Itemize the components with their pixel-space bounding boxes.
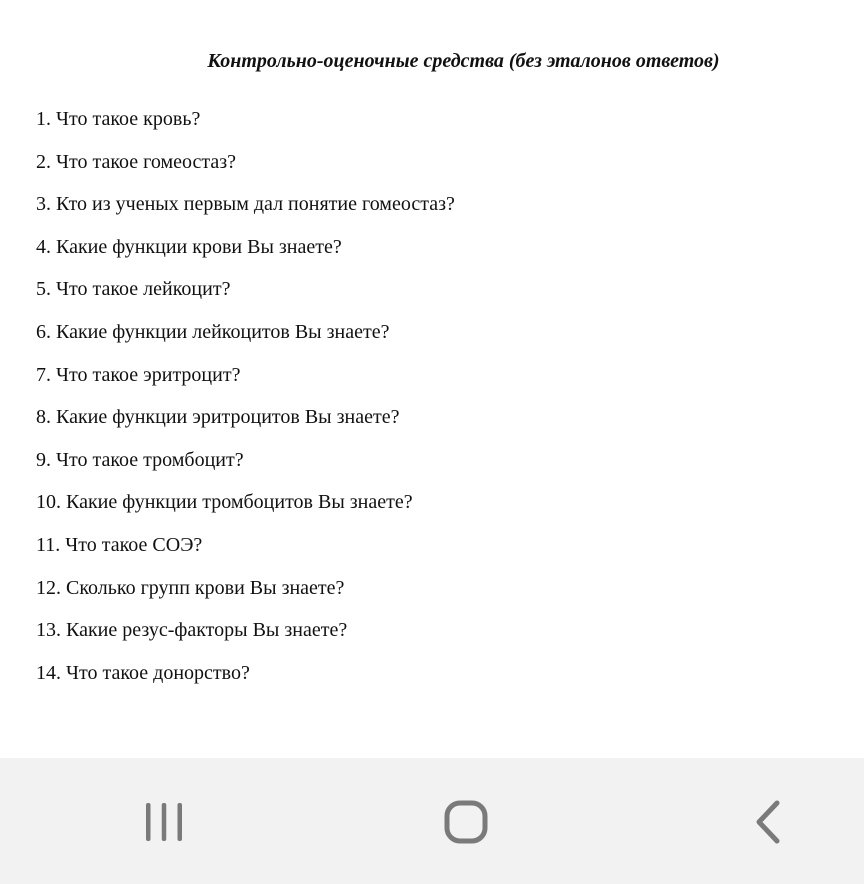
question-item: 14. Что такое донорство? (36, 661, 250, 684)
question-item: 11. Что такое СОЭ? (36, 533, 203, 556)
question-item: 3. Кто из ученых первым дал понятие гомеостаз? (36, 193, 455, 216)
document-title: Контрольно-оценочные средства (без эталонов ответов) (207, 50, 720, 72)
question-item: 5. Что такое лейкоцит? (36, 278, 231, 301)
question-item: 6. Какие функции лейкоцитов Вы знаете? (36, 320, 390, 343)
question-item: 13. Какие резус-факторы Вы знаете? (36, 619, 348, 642)
question-item: 9. Что такое тромбоцит? (36, 448, 244, 471)
question-item: 10. Какие функции тромбоцитов Вы знаете? (36, 491, 413, 514)
home-icon (444, 800, 488, 844)
question-item: 7. Что такое эритроцит? (36, 363, 241, 386)
back-icon (753, 800, 783, 844)
recent-apps-icon (144, 802, 184, 842)
question-item: 12. Сколько групп крови Вы знаете? (36, 576, 345, 599)
home-button[interactable] (426, 790, 506, 854)
question-item: 4. Какие функции крови Вы знаете? (36, 235, 342, 258)
question-item: 1. Что такое кровь? (36, 108, 201, 130)
recent-apps-button[interactable] (124, 790, 204, 854)
back-button[interactable] (728, 790, 808, 854)
question-item: 8. Какие функции эритроцитов Вы знаете? (36, 406, 400, 429)
question-item: 2. Что такое гомеостаз? (36, 150, 237, 173)
question-list (36, 106, 455, 702)
